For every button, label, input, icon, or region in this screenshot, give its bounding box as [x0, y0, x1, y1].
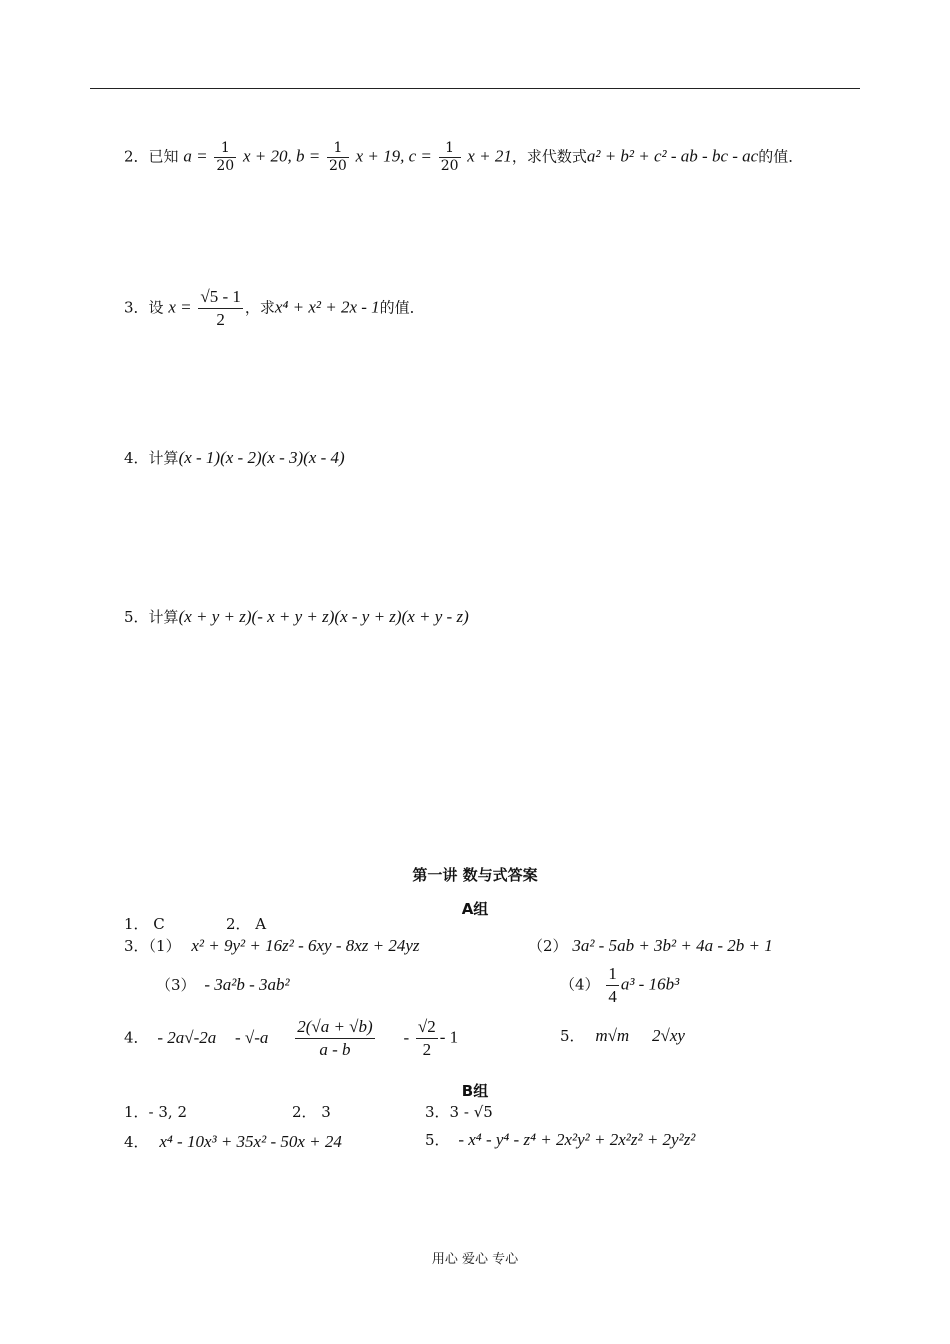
- answer-label: （3）: [156, 976, 196, 994]
- problem-text: 计算: [148, 608, 179, 626]
- answer-a3-3: [156, 975, 290, 995]
- math-expression: x² + 9y² + 16z² - 6xy - 8xz + 24yz: [191, 936, 420, 955]
- fraction: [198, 286, 243, 331]
- math-expression: a³ - 16b³: [620, 974, 680, 994]
- answer-a4: [124, 1016, 458, 1061]
- math-expression: x⁴ - 10x³ + 35x² - 50x + 24: [159, 1132, 342, 1151]
- frac-den: 4: [608, 987, 617, 1006]
- math-expression: - 3a²b - 3ab²: [204, 975, 290, 994]
- answer-b5: [425, 1130, 695, 1150]
- fraction: [327, 140, 349, 175]
- frac-num: 1: [327, 140, 349, 158]
- problem-text: 设: [148, 298, 164, 317]
- frac-den: 20: [440, 158, 459, 174]
- answer-label: 5．: [425, 1131, 450, 1149]
- frac-den: 20: [329, 158, 347, 174]
- page-footer: 用心 爱心 专心: [431, 1252, 519, 1267]
- frac-num: 1: [606, 963, 619, 986]
- frac-num: √5 - 1: [198, 286, 243, 309]
- answer-a3-1: [124, 936, 420, 956]
- fraction: [416, 1016, 438, 1061]
- math-minus: -: [403, 1027, 410, 1047]
- frac-num: 1: [439, 140, 461, 158]
- math-expression: - 1: [439, 1027, 459, 1047]
- answer-label: （4）: [560, 975, 600, 994]
- math-expression: m√m: [595, 1026, 630, 1045]
- problem-text: 的值．: [379, 298, 425, 317]
- problem-text: ，求代数式: [511, 147, 587, 166]
- answer-a3-4: [560, 963, 679, 1008]
- frac-den: 2: [216, 310, 225, 329]
- answer-b3: 3．3 - √5: [425, 1103, 493, 1121]
- frac-den: 20: [216, 158, 235, 174]
- problem-text: 已知: [148, 147, 179, 166]
- problem-number: 5．: [124, 608, 149, 626]
- problem-text: 的值．: [758, 147, 804, 166]
- frac-num: 1: [214, 140, 236, 158]
- problem-number: 4．: [124, 449, 149, 467]
- problem-text: ，求: [244, 298, 275, 317]
- math-expression: - √-a: [235, 1027, 269, 1047]
- frac-den: 2: [422, 1040, 432, 1059]
- math-expression: a² + b² + c² - ab - bc - ac: [586, 146, 759, 166]
- fraction: [439, 140, 461, 175]
- frac-num: 2(√a + √b): [295, 1016, 374, 1039]
- math-a-rest: x + 20, b =: [242, 146, 321, 166]
- answer-a5: [560, 1026, 685, 1046]
- math-expression: (x + y + z)(- x + y + z)(x - y + z)(x + y - z): [178, 607, 469, 626]
- math-a: a =: [183, 146, 208, 166]
- frac-num: √2: [416, 1016, 438, 1039]
- math-c-rest: x + 21: [467, 146, 512, 166]
- answer-label: 3．（1）: [124, 937, 181, 955]
- answer-label: （2）: [528, 937, 568, 955]
- group-b-heading: B组: [461, 1082, 489, 1100]
- problem-number: 2．: [124, 147, 149, 166]
- math-expression: x⁴ + x² + 2x - 1: [274, 297, 380, 317]
- math-expression: 2√xy: [652, 1026, 685, 1045]
- answer-a3-2: [528, 936, 773, 956]
- problem-4: [124, 448, 345, 468]
- answer-label: 4．: [124, 1028, 149, 1047]
- answer-label: 5．: [560, 1027, 585, 1045]
- frac-den: a - b: [319, 1040, 351, 1059]
- answer-b4: [124, 1132, 342, 1152]
- problem-5: [124, 607, 469, 627]
- answer-label: 4．: [124, 1133, 149, 1151]
- problem-text: 计算: [148, 449, 179, 467]
- header-rule: [90, 88, 860, 89]
- fraction: [606, 963, 619, 1008]
- math-b-rest: x + 19, c =: [355, 146, 432, 166]
- math-expression: 3a² - 5ab + 3b² + 4a - 2b + 1: [572, 936, 773, 955]
- math-x: x =: [168, 297, 192, 317]
- problem-number: 3．: [124, 298, 149, 317]
- math-expression: - 2a√-2a: [157, 1027, 217, 1047]
- answer-b2: 2． 3: [292, 1103, 331, 1121]
- answers-title: 第一讲 数与式答案: [412, 866, 538, 884]
- group-a-heading: A组: [461, 900, 489, 918]
- problem-3: [124, 286, 425, 331]
- answer-a2: 2． A: [226, 915, 267, 933]
- math-expression: - x⁴ - y⁴ - z⁴ + 2x²y² + 2x²z² + 2y²z²: [458, 1130, 696, 1149]
- answer-a1: 1． C: [124, 915, 165, 933]
- fraction: [214, 140, 236, 175]
- fraction: [295, 1016, 374, 1061]
- answer-b1: 1．- 3, 2: [124, 1103, 188, 1121]
- problem-2: [124, 140, 803, 175]
- math-expression: (x - 1)(x - 2)(x - 3)(x - 4): [178, 448, 345, 467]
